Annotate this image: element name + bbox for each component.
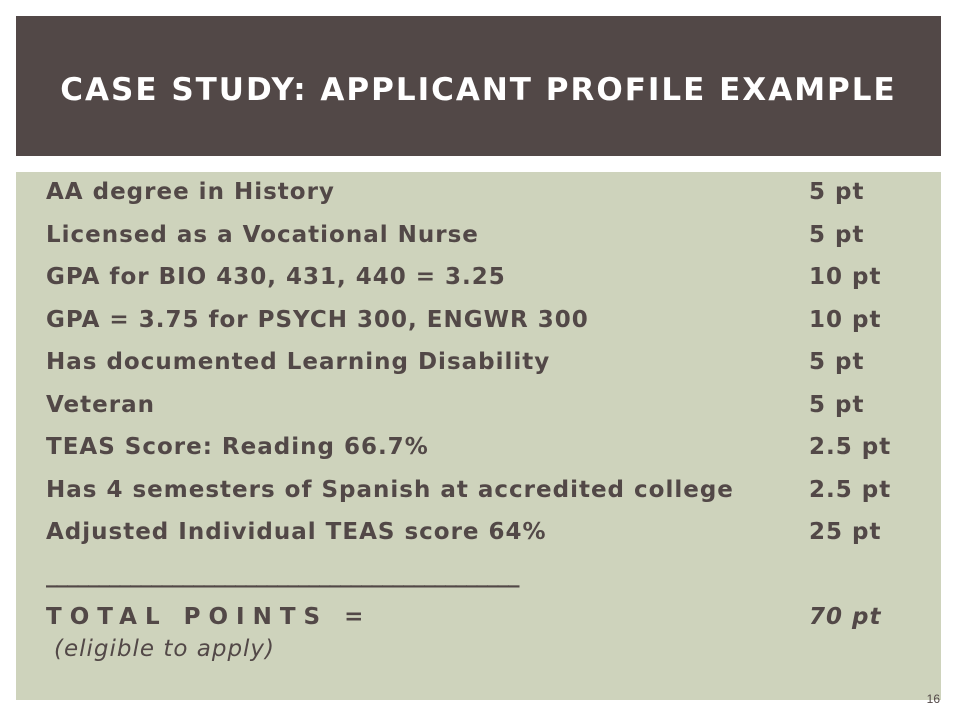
item-points: 5 pt [809,221,865,248]
points-list [46,176,926,644]
page-number: 16 [926,692,940,706]
total-value: 70 pt [809,604,882,630]
list-item [46,176,926,219]
item-label: Has 4 semesters of Spanish at accredited college [46,476,734,503]
divider-text: _____________________________________________ [46,561,519,588]
item-label: TEAS Score: Reading 66.7% [46,434,429,460]
item-label: Veteran [46,391,155,418]
item-points: 2.5 pt [809,434,892,460]
item-label: Adjusted Individual TEAS score 64% [46,519,547,545]
item-label: AA degree in History [46,179,335,205]
item-points: 5 pt [809,349,865,375]
list-item [46,431,926,474]
item-label: GPA = 3.75 for PSYCH 300, ENGWR 300 [46,306,589,333]
list-item [46,389,926,432]
divider-line [46,559,926,602]
content-panel [16,172,941,700]
list-item [46,261,926,304]
item-points: 2.5 pt [809,476,892,503]
item-points: 10 pt [809,264,882,290]
list-item [46,516,926,559]
list-item [46,304,926,347]
title-bar [16,16,941,156]
total-label: TOTAL POINTS = [46,604,372,630]
list-item [46,219,926,262]
item-points: 25 pt [809,519,882,545]
list-item [46,346,926,389]
list-item [46,474,926,517]
eligibility-note: (eligible to apply) [54,636,276,662]
item-points: 5 pt [809,179,865,205]
item-points: 10 pt [809,306,882,333]
slide-title: CASE STUDY: APPLICANT PROFILE EXAMPLE [60,72,897,108]
item-points: 5 pt [809,391,865,418]
item-label: Licensed as a Vocational Nurse [46,221,479,248]
item-label: GPA for BIO 430, 431, 440 = 3.25 [46,264,506,290]
item-label: Has documented Learning Disability [46,349,551,375]
